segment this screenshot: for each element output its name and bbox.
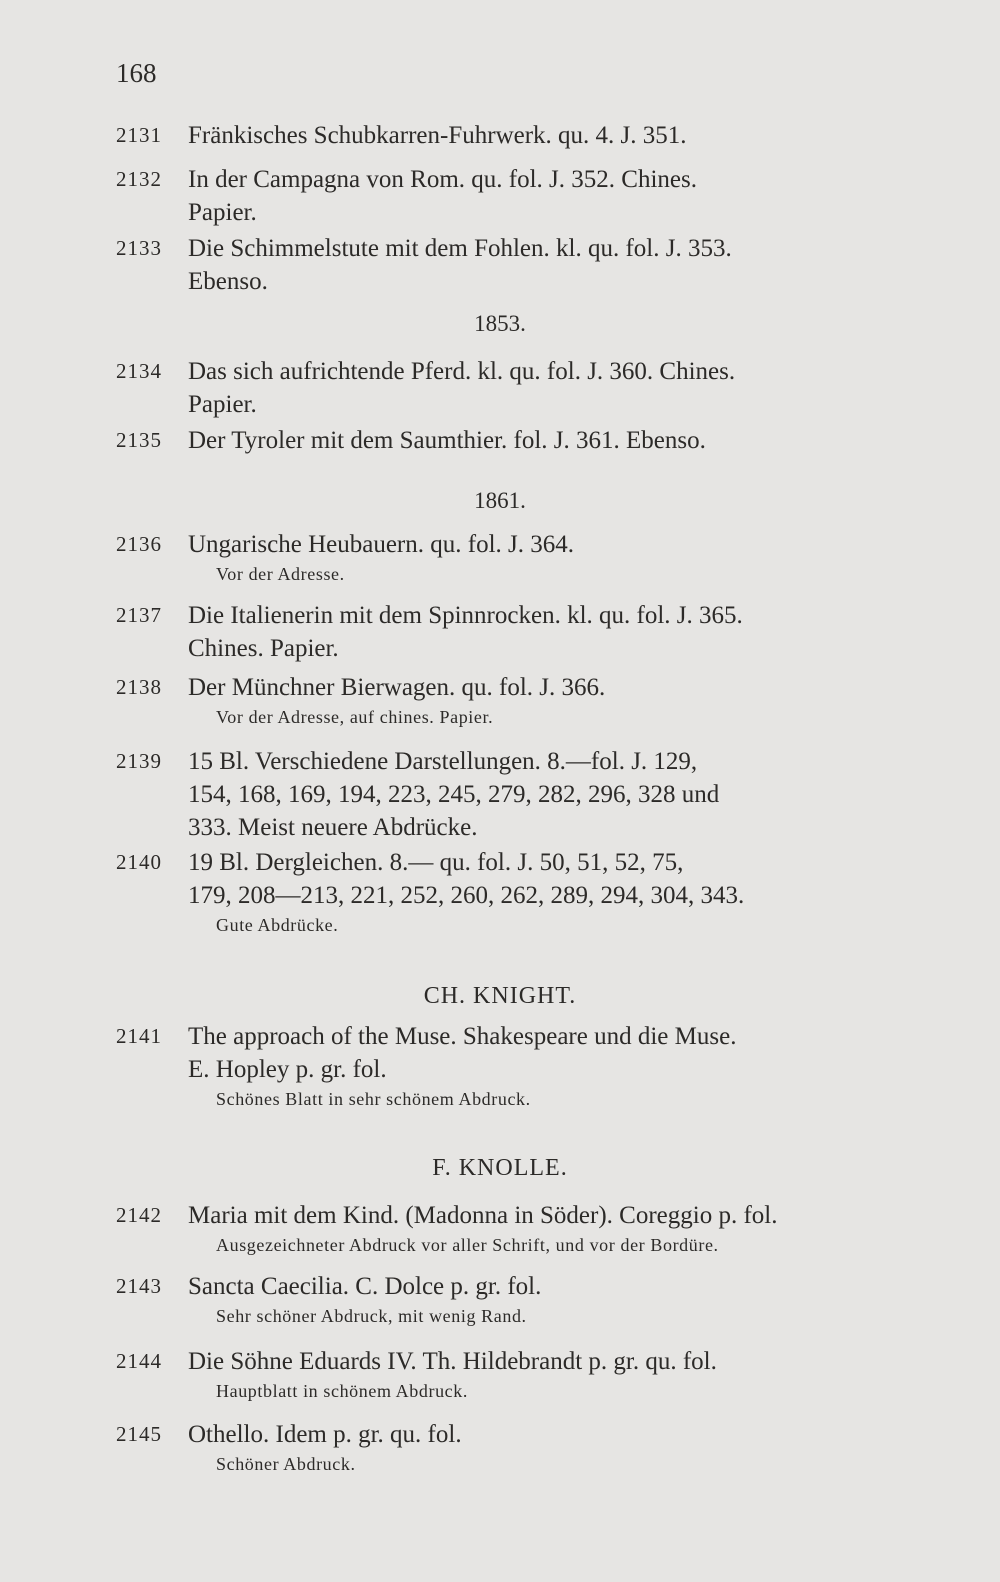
entry-number: 2144 — [116, 1349, 162, 1373]
entry-note: Hauptblatt in schönem Abdruck. — [216, 1381, 468, 1401]
entry-number: 2145 — [116, 1422, 162, 1446]
catalog-entry-2137 — [116, 599, 896, 665]
catalog-entry-2138 — [116, 671, 896, 730]
catalog-entry-2135 — [116, 424, 896, 457]
entry-note: Vor der Adresse. — [216, 564, 345, 584]
entry-continuation: E. Hopley p. gr. fol. — [188, 1056, 387, 1083]
entry-text: 15 Bl. Verschiedene Darstellungen. 8.—fol. J. 129, — [188, 748, 698, 775]
entry-text: In der Campagna von Rom. qu. fol. J. 352. Chines. — [188, 166, 697, 193]
entry-note: Schönes Blatt in sehr schönem Abdruck. — [216, 1089, 531, 1109]
year-heading-1853: 1853. — [474, 311, 526, 336]
entry-number: 2136 — [116, 532, 162, 556]
entry-note: Vor der Adresse, auf chines. Papier. — [216, 707, 494, 727]
entry-text: Ungarische Heubauern. qu. fol. J. 364. — [188, 531, 575, 558]
artist-heading-knight: CH. KNIGHT. — [423, 983, 577, 1009]
entry-text: Othello. Idem p. gr. qu. fol. — [188, 1421, 462, 1448]
entry-number: 2131 — [116, 123, 162, 147]
entry-number: 2140 — [116, 850, 162, 874]
entry-text: 19 Bl. Dergleichen. 8.— qu. fol. J. 50, 51, 52, 75, — [188, 849, 684, 876]
year-heading-1861: 1861. — [474, 488, 526, 513]
catalog-entry-2142 — [116, 1199, 896, 1258]
entry-continuation: Papier. — [188, 391, 257, 418]
entry-continuation: 333. Meist neuere Abdrücke. — [188, 814, 478, 841]
entry-note: Ausgezeichneter Abdruck vor aller Schrift, und vor der Bordüre. — [216, 1235, 719, 1255]
entry-text: Die Italienerin mit dem Spinnrocken. kl. qu. fol. J. 365. — [188, 602, 743, 629]
entry-continuation: 179, 208—213, 221, 252, 260, 262, 289, 294, 304, 343. — [188, 882, 745, 909]
entry-continuation: Ebenso. — [188, 268, 268, 295]
catalog-entry-2134 — [116, 355, 896, 421]
entry-text: Maria mit dem Kind. (Madonna in Söder). Coreggio p. fol. — [188, 1202, 778, 1229]
entry-note: Sehr schöner Abdruck, mit wenig Rand. — [216, 1306, 527, 1326]
catalog-entry-2133 — [116, 232, 896, 298]
entry-text: The approach of the Muse. Shakespeare und die Muse. — [188, 1023, 737, 1050]
entry-number: 2138 — [116, 675, 162, 699]
artist-heading-knolle: F. KNOLLE. — [432, 1155, 568, 1181]
entry-number: 2142 — [116, 1203, 162, 1227]
entry-text: Das sich aufrichtende Pferd. kl. qu. fol. J. 360. Chines. — [188, 358, 736, 385]
catalog-entry-2141 — [116, 1020, 896, 1112]
catalog-entry-2132 — [116, 163, 896, 229]
entry-note: Schöner Abdruck. — [216, 1454, 356, 1474]
entry-number: 2132 — [116, 167, 162, 191]
entry-number: 2135 — [116, 428, 162, 452]
entry-text: Die Schimmelstute mit dem Fohlen. kl. qu. fol. J. 353. — [188, 235, 732, 262]
entry-text: Der Münchner Bierwagen. qu. fol. J. 366. — [188, 674, 606, 701]
entry-continuation: Papier. — [188, 199, 257, 226]
page-number: 168 — [116, 58, 157, 88]
entry-continuation: Chines. Papier. — [188, 635, 339, 662]
entry-note: Gute Abdrücke. — [216, 915, 339, 935]
catalog-entry-2144 — [116, 1345, 896, 1404]
entry-text: Die Söhne Eduards IV. Th. Hildebrandt p. gr. qu. fol. — [188, 1348, 717, 1375]
entry-number: 2143 — [116, 1274, 162, 1298]
catalog-entry-2139 — [116, 745, 896, 844]
entry-continuation: 154, 168, 169, 194, 223, 245, 279, 282, 296, 328 und — [188, 781, 720, 808]
entry-number: 2133 — [116, 236, 162, 260]
entry-text: Der Tyroler mit dem Saumthier. fol. J. 361. Ebenso. — [188, 427, 706, 454]
catalog-entry-2131 — [116, 119, 896, 152]
entry-number: 2141 — [116, 1024, 162, 1048]
catalog-entry-2145 — [116, 1418, 896, 1477]
entry-number: 2139 — [116, 749, 162, 773]
entry-number: 2134 — [116, 359, 162, 383]
entry-text: Fränkisches Schubkarren-Fuhrwerk. qu. 4. J. 351. — [188, 122, 687, 149]
catalog-entry-2143 — [116, 1270, 896, 1329]
catalog-entry-2140 — [116, 846, 896, 938]
catalog-entry-2136 — [116, 528, 896, 587]
entry-number: 2137 — [116, 603, 162, 627]
entry-text: Sancta Caecilia. C. Dolce p. gr. fol. — [188, 1273, 542, 1300]
